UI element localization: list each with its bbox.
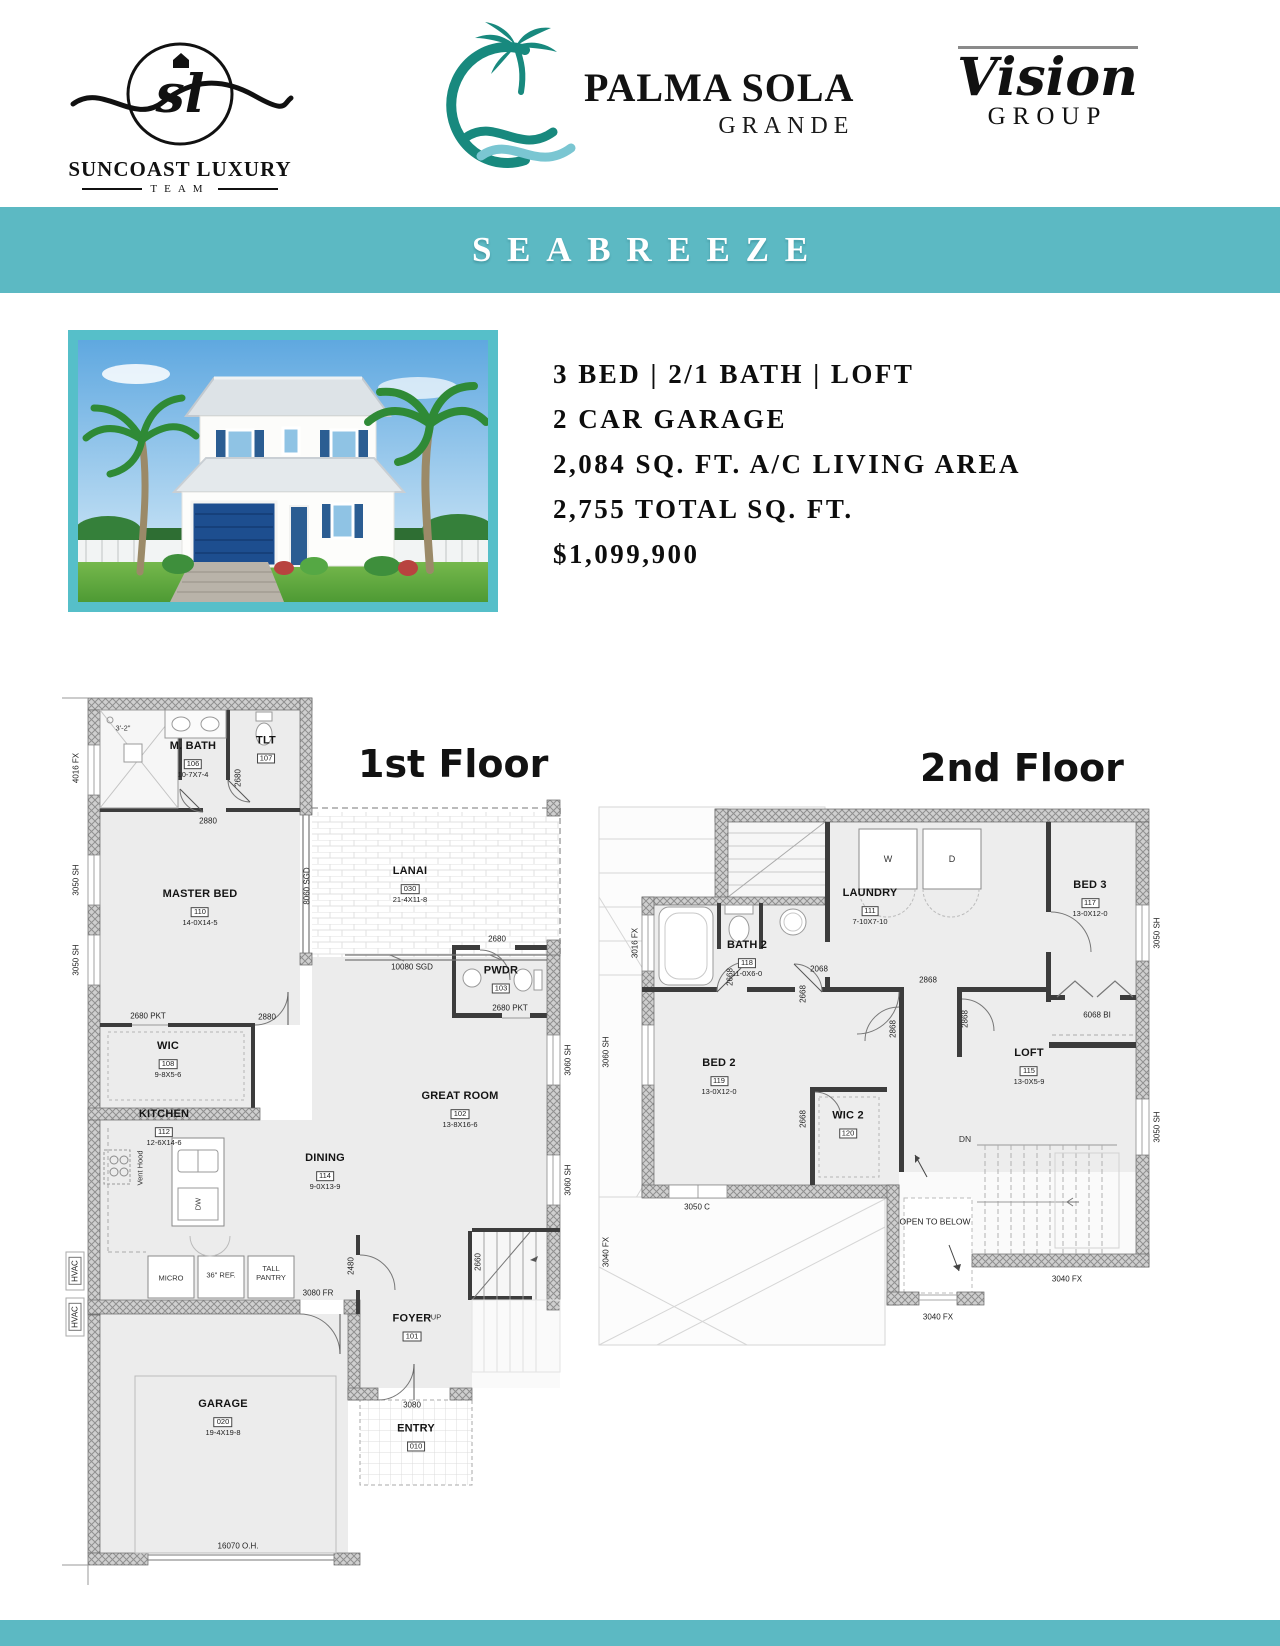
room-label: WIC 2 120 — [832, 1109, 864, 1138]
pantry-label: TALL PANTRY — [256, 1264, 286, 1282]
micro-label: MICRO — [158, 1273, 184, 1283]
washer-label: W — [883, 854, 893, 864]
spec-total-area: 2,755 TOTAL SQ. FT. — [553, 494, 854, 524]
palma-sola-palm-icon — [425, 20, 590, 185]
room-label: LANAI 030 21-4X11-8 — [392, 865, 428, 905]
spec-beds-baths: 3 BED | 2/1 BATH | LOFT — [553, 359, 915, 389]
window-label: 3040 FX — [601, 1236, 611, 1268]
plan-name-banner — [0, 207, 1280, 293]
window-label: 3060 SH — [563, 1164, 573, 1196]
room-label: LAUNDRY 111 7-10X7-10 — [842, 887, 898, 927]
stairs-down-label: DN — [958, 1134, 972, 1144]
room-label: GARAGE 020 19-4X19-8 — [198, 1398, 248, 1438]
room-label: BED 3 117 13-0X12-0 — [1072, 879, 1108, 919]
spec-price: $1,099,900 — [553, 539, 700, 569]
room-label: LOFT 115 13-0X5-9 — [1013, 1047, 1045, 1087]
window-label: 3050 SH — [71, 944, 81, 976]
hvac-label: HVAC — [69, 1257, 82, 1285]
palma-sola-name: PALMA SOLA — [584, 65, 855, 110]
window-label: 3050 SH — [1152, 917, 1162, 949]
room-label: M. BATH 106 10-7X7-4 — [169, 740, 217, 780]
room-label: MASTER BED 110 14-0X14-5 — [162, 888, 238, 928]
floor2-plan — [597, 747, 1172, 1347]
room-label: TLT 107 — [256, 734, 276, 763]
open-to-below-note: OPEN TO BELOW — [899, 1216, 971, 1227]
hvac-label: HVAC — [69, 1303, 82, 1331]
suncoast-sub: TEAM — [55, 183, 305, 195]
room-label: DINING 114 9-0X13-9 — [305, 1152, 345, 1192]
door-label: 2880 — [199, 816, 217, 826]
suncoast-name: SUNCOAST LUXURY — [68, 157, 292, 181]
door-label: 3080 FR — [302, 1288, 334, 1298]
vision-group-logo — [945, 46, 1150, 131]
floor1-title: 1st Floor — [358, 742, 549, 786]
room-label: GREAT ROOM 102 13-8X16-6 — [421, 1090, 499, 1130]
house-rendering-photo — [68, 330, 498, 612]
dryer-label: D — [948, 854, 956, 864]
room-label: PWDR 103 — [483, 964, 519, 993]
pocket-door-label: 2680 PKT — [492, 1003, 528, 1013]
shower-dim-label: 3'-2" — [115, 723, 131, 733]
door-label: 2660 — [473, 1253, 483, 1271]
plan-name: SEABREEZE — [471, 230, 824, 269]
vent-hood-label: Vent Hood — [135, 1150, 145, 1186]
palma-sola-sub: GRANDE — [718, 113, 855, 139]
window-label: 3060 SH — [563, 1044, 573, 1076]
door-label: 2668 — [798, 1110, 808, 1128]
room-label: WIC 108 9-8X5-6 — [154, 1040, 182, 1080]
vision-name: Vision — [957, 47, 1138, 108]
room-label: KITCHEN 112 12-6X14-6 — [138, 1108, 190, 1148]
ref-label: 36" REF. — [206, 1270, 236, 1280]
suncoast-luxury-logo — [55, 38, 305, 195]
stairs-up-label: UP — [430, 1312, 442, 1322]
room-label: ENTRY 010 — [397, 1422, 435, 1451]
window-label: 3050 C — [684, 1202, 710, 1212]
room-label: FOYER 101 — [392, 1312, 432, 1341]
floor2-title: 2nd Floor — [920, 746, 1124, 790]
door-label: 2680 — [488, 934, 506, 944]
door-label: 2668 — [725, 968, 735, 986]
door-label: 3080 — [403, 1400, 421, 1410]
property-specs — [553, 352, 1021, 577]
door-label: 2868 — [919, 975, 937, 985]
window-label: 3050 SH — [1152, 1111, 1162, 1143]
door-label: 2868 — [888, 1020, 898, 1038]
vision-sub: GROUP — [987, 103, 1108, 130]
suncoast-monogram-icon — [55, 38, 305, 150]
floor1-plan — [60, 660, 580, 1590]
window-label: 3050 SH — [71, 864, 81, 896]
window-label: 3060 SH — [601, 1036, 611, 1068]
pocket-door-label: 2680 PKT — [130, 1011, 166, 1021]
spec-garage: 2 CAR GARAGE — [553, 404, 788, 434]
spec-ac-area: 2,084 SQ. FT. A/C LIVING AREA — [553, 449, 1022, 479]
footer-accent-bar — [0, 1620, 1280, 1646]
door-label: 2868 — [960, 1010, 970, 1028]
garage-door-label: 16070 O.H. — [217, 1541, 259, 1551]
slider-label: 10080 SGD — [391, 962, 433, 972]
door-label: 2880 — [258, 1012, 276, 1022]
door-label: 2068 — [810, 964, 828, 974]
svg-text:sl: sl — [155, 64, 205, 125]
palma-sola-grande-logo — [425, 12, 855, 192]
door-label: 2680 — [233, 769, 243, 787]
room-label: BED 2 119 13-0X12-0 — [701, 1057, 737, 1097]
dishwasher-label: DW — [193, 1197, 203, 1211]
window-label: 3040 FX — [922, 1312, 954, 1322]
door-label: 2480 — [346, 1257, 356, 1275]
window-label: 3016 FX — [630, 927, 640, 959]
window-label: 3040 FX — [1051, 1274, 1083, 1284]
room-label: BATH 2 118 11-0X6-0 — [726, 939, 768, 979]
closet-label: 6068 BI — [1083, 1010, 1111, 1020]
house-illustration — [78, 340, 488, 602]
door-label: 2668 — [798, 985, 808, 1003]
slider-label: 8060 SGD — [302, 867, 312, 905]
floor2-drawing — [597, 747, 1172, 1347]
window-label: 4016 FX — [71, 752, 81, 784]
